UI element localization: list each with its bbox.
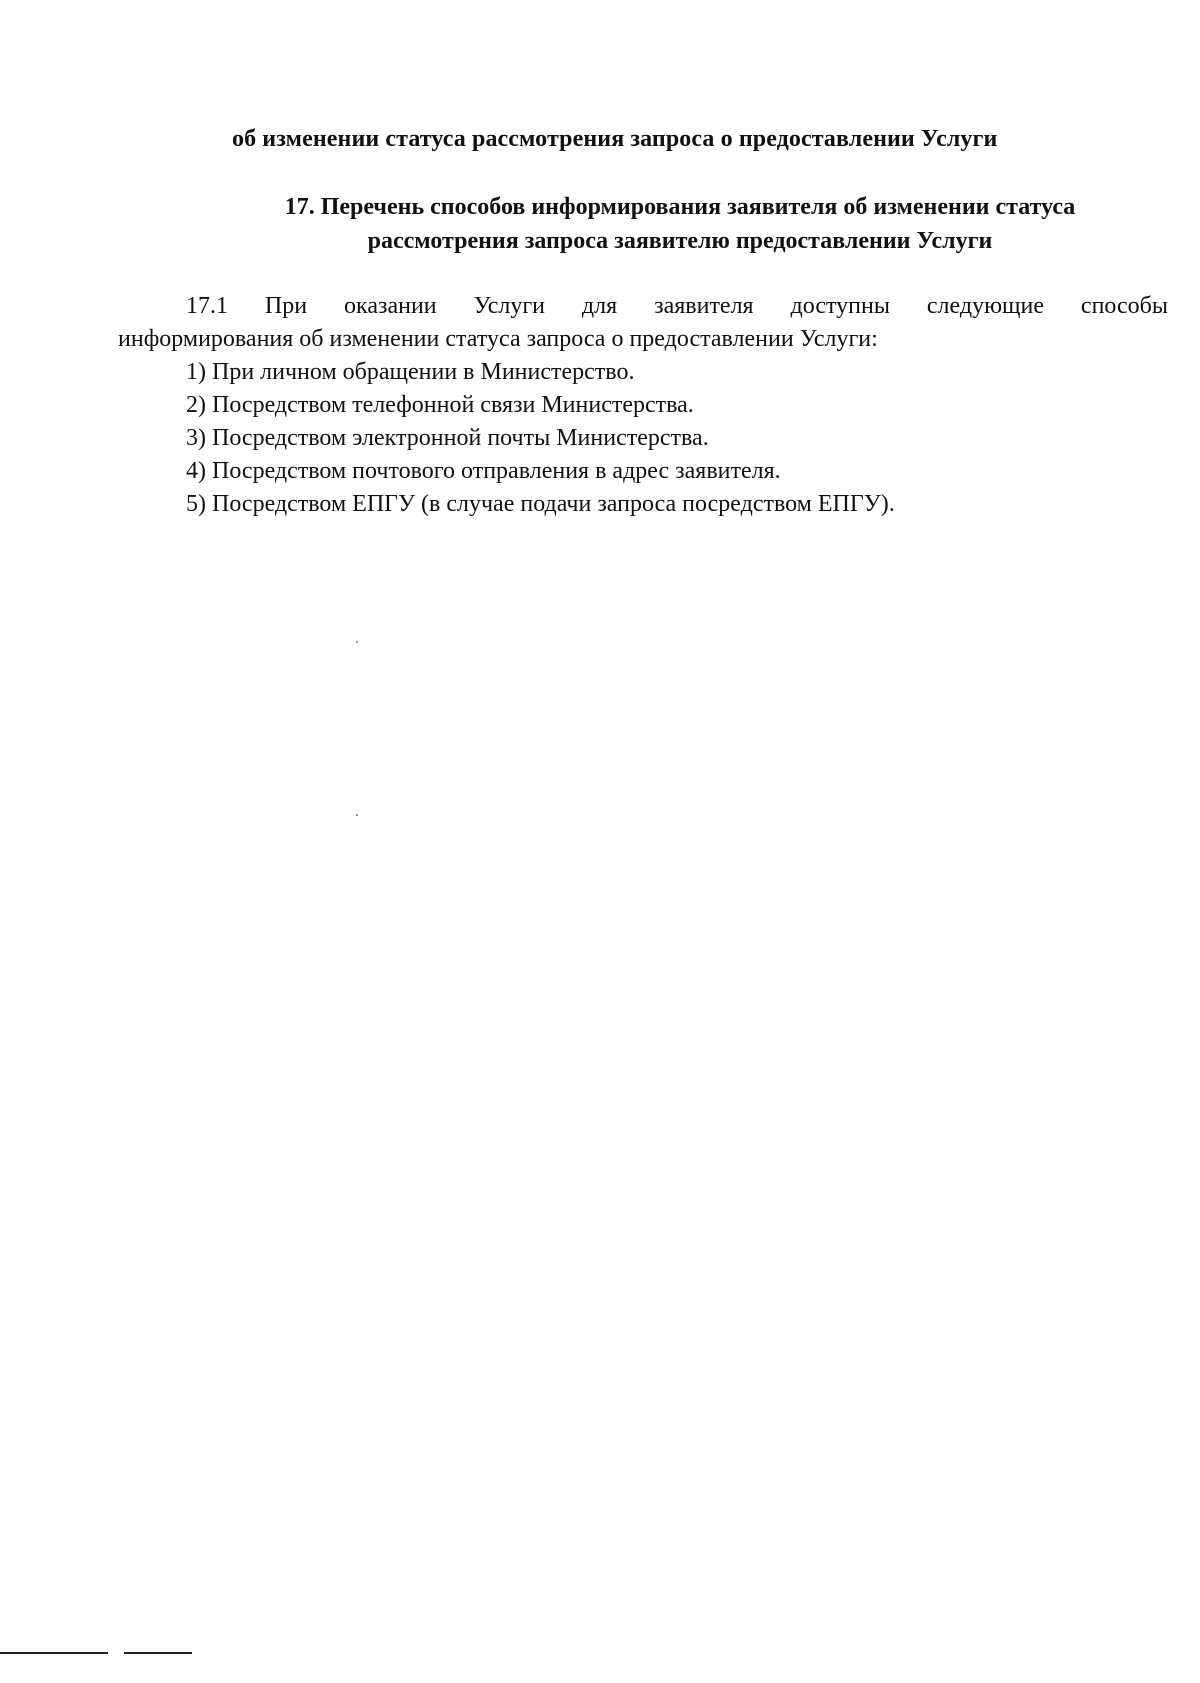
paragraph-line-2: информирования об изменении статуса запроса о предоставлении Услуги: [118,326,878,352]
paragraph-17-1 [118,290,1168,356]
heading-continuation: об изменении статуса рассмотрения запроса о предоставлении Услуги [232,126,998,152]
informing-methods-list [186,356,1166,521]
paragraph-line-1: 17.1 При оказании Услуги для заявителя доступны следующие способы [186,293,1168,319]
section-title [180,190,1180,258]
list-item: 3) Посредством электронной почты Министерства. [186,425,709,451]
scan-speck [356,641,358,643]
section-title-line-1: 17. Перечень способов информирования заявителя об изменении статуса [284,194,1076,220]
section-title-line-2: рассмотрения запроса заявителю предоставлении Услуги [367,228,993,254]
footnote-rule [0,1652,108,1654]
list-item: 5) Посредством ЕПГУ (в случае подачи запроса посредством ЕПГУ). [186,491,895,517]
scan-speck [356,814,358,816]
list-item: 4) Посредством почтового отправления в адрес заявителя. [186,458,781,484]
footnote-rule [124,1652,192,1654]
list-item: 1) При личном обращении в Министерство. [186,359,635,385]
list-item: 2) Посредством телефонной связи Министерства. [186,392,694,418]
